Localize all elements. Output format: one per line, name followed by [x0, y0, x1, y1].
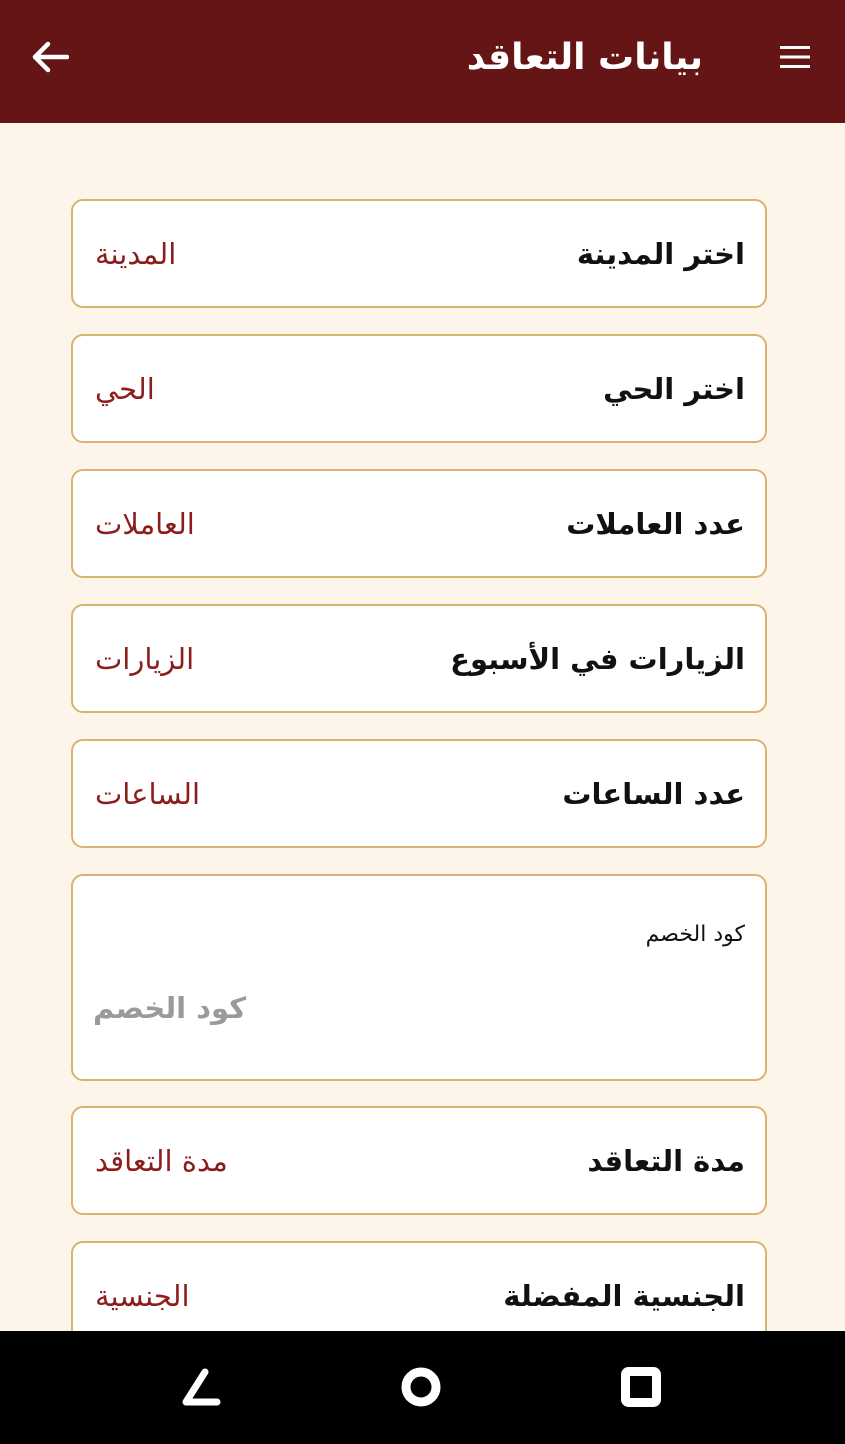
- nationality-label: الجنسية المفضلة: [503, 1278, 745, 1313]
- menu-button[interactable]: [767, 31, 823, 83]
- weekly-visits-value: الزيارات: [95, 641, 195, 676]
- form-content: [0, 123, 845, 1331]
- nationality-value: الجنسية: [95, 1278, 190, 1313]
- nav-recents-button[interactable]: [611, 1357, 671, 1417]
- contract-duration-label: مدة التعاقد: [587, 1143, 745, 1178]
- workers-count-label: عدد العاملات: [566, 506, 745, 541]
- system-navigation-bar: [0, 1331, 845, 1444]
- district-label: اختر الحي: [603, 371, 745, 406]
- hours-count-value: الساعات: [95, 776, 201, 811]
- weekly-visits-label: الزيارات في الأسبوع: [450, 641, 745, 676]
- workers-count-select[interactable]: [71, 469, 767, 578]
- discount-code-input[interactable]: [93, 980, 733, 1036]
- app-bar: [0, 0, 845, 123]
- nationality-select[interactable]: [71, 1241, 767, 1331]
- discount-code-field: [71, 874, 767, 1081]
- back-triangle-icon: [178, 1367, 224, 1407]
- discount-code-label: كود الخصم: [645, 922, 745, 947]
- city-label: اختر المدينة: [576, 236, 745, 271]
- hamburger-menu-icon: [779, 44, 811, 70]
- back-button[interactable]: [20, 31, 80, 83]
- page-title: بيانات التعاقد: [466, 37, 703, 78]
- hours-count-label: عدد الساعات: [562, 776, 745, 811]
- home-circle-icon: [399, 1365, 443, 1409]
- city-value: المدينة: [95, 236, 177, 271]
- city-select[interactable]: [71, 199, 767, 308]
- workers-count-value: العاملات: [95, 506, 195, 541]
- weekly-visits-select[interactable]: [71, 604, 767, 713]
- contract-duration-select[interactable]: [71, 1106, 767, 1215]
- district-value: الحي: [95, 371, 155, 406]
- district-select[interactable]: [71, 334, 767, 443]
- contract-duration-value: مدة التعاقد: [95, 1143, 228, 1178]
- nav-back-button[interactable]: [171, 1357, 231, 1417]
- recents-square-icon: [621, 1367, 661, 1407]
- arrow-left-icon: [31, 40, 69, 74]
- nav-home-button[interactable]: [391, 1357, 451, 1417]
- hours-count-select[interactable]: [71, 739, 767, 848]
